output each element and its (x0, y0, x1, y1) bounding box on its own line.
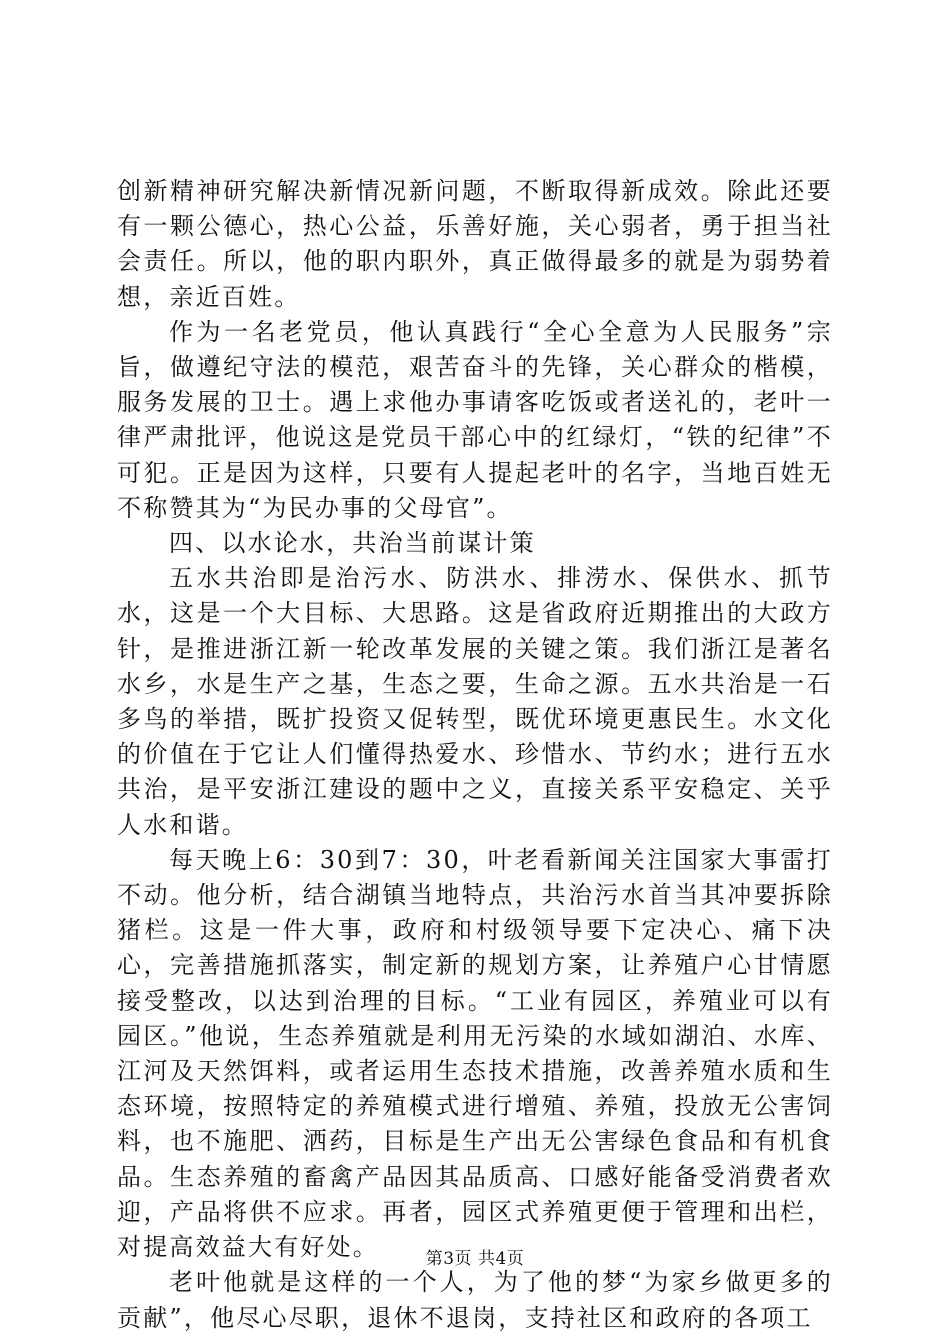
document-body (117, 174, 833, 1336)
page-number-footer: 第3页 共4页 (425, 1249, 525, 1269)
section-heading: 四、以水论水，共治当前谋计策 (169, 529, 536, 558)
paragraph-news-analysis: 每天晚上6：30到7：30，叶老看新闻关注国家大事雷打不动。他分析，结合湖镇当地特点，共治污水首当其冲要拆除猪栏。这是一件大事，政府和村级领导要下定决心、痛下决心，完善措施抓落实，制定新的规划方案，让养殖户心甘情愿接受整改，以达到治理的目标。“工业有园区，养殖业可以有园区。”他说，生态养殖就是利用无污染的水域如湖泊、水库、江河及天然饵料，或者运用生态技术措施，改善养殖水质和生态环境，按照特定的养殖模式进行增殖、养殖，投放无公害饲料，也不施肥、洒药，目标是生产出无公害绿色食品和有机食品。生态养殖的畜禽产品因其品质高、口感好能备受消费者欢迎，产品将供不应求。再者，园区式养殖更便于管理和出栏，对提高效益大有好处。 (117, 845, 833, 1262)
paragraph-closing: 老叶他就是这样的一个人，为了他的梦“为家乡做更多的贡献”，他尽心尽职，退休不退岗，支持社区和政府的各项工 (117, 1268, 833, 1332)
paragraph-five-water: 五水共治即是治污水、防洪水、排涝水、保供水、抓节水，这是一个大目标、大思路。这是省政府近期推出的大政方针，是推进浙江新一轮改革发展的关键之策。我们浙江是著名水乡，水是生产之基，生态之要，生命之源。五水共治是一石多鸟的举措，既扩投资又促转型，既优环境更惠民生。水文化的价值在于它让人们懂得热爱水、珍惜水、节约水；进行五水共治，是平安浙江建设的题中之义，直接关系平安稳定、关乎人水和谐。 (117, 564, 833, 839)
paragraph-party-member: 作为一名老党员，他认真践行“全心全意为人民服务”宗旨，做遵纪守法的模范，艰苦奋斗的先锋，关心群众的楷模，服务发展的卫士。遇上求他办事请客吃饭或者送礼的，老叶一律严肃批评，他说这是党员干部心中的红绿灯，“铁的纪律”不可犯。正是因为这样，只要有人提起老叶的名字，当地百姓无不称赞其为“为民办事的父母官”。 (117, 317, 833, 522)
paragraph-continuation: 创新精神研究解决新情况新问题，不断取得新成效。除此还要有一颗公德心，热心公益，乐善好施，关心弱者，勇于担当社会责任。所以，他的职内职外，真正做得最多的就是为弱势着想，亲近百姓。 (117, 177, 833, 311)
